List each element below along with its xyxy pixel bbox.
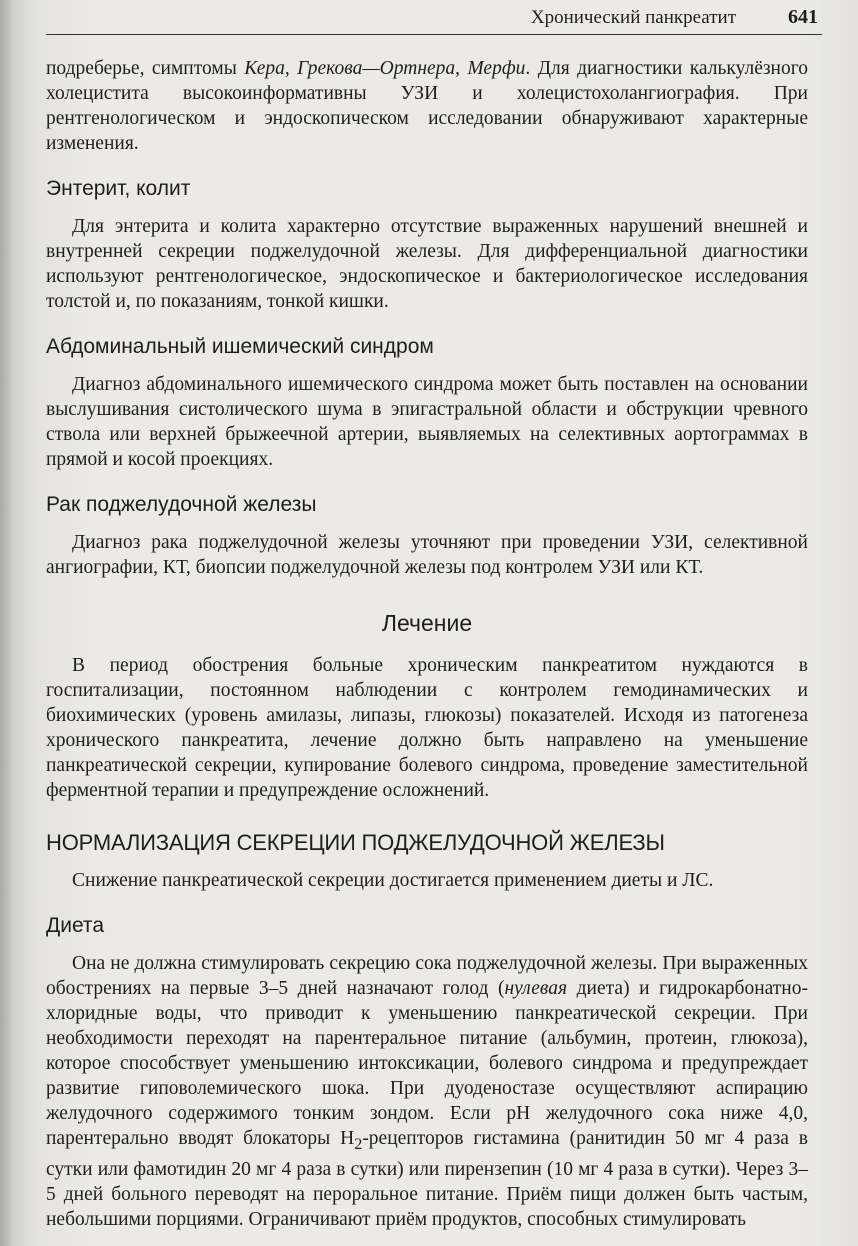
diet-zero-term: нулевая [504, 978, 568, 999]
heading-secretion-normalization: НОРМАЛИЗАЦИЯ СЕКРЕЦИИ ПОДЖЕЛУДОЧНОЙ ЖЕЛЕЗЫ [46, 830, 665, 855]
sign-grekov-ortner: Грекова—Ортнера [297, 58, 456, 79]
page-number: 641 [788, 6, 818, 28]
paragraph-pancreatic-cancer: Диагноз рака поджелудочной железы уточняют при проведении УЗИ, селективной ангиографии, КТ, биопсии поджелудочной железы под контролем УЗИ или КТ. [46, 532, 808, 578]
sign-kehr: Кера [244, 58, 285, 79]
heading-ischemic-syndrome: Абдоминальный ишемический синдром [46, 335, 434, 358]
paragraph-treatment: В период обострения больные хроническим панкреатитом нуждаются в госпитализации, постоянном наблюдении с контролем гемодинамических и биохимических (уровень амилазы, липазы, глюкозы) показателей. Исходя из патогенеза хронического панкреатита, лечение должно быть направлено на уменьшение панкреатической секреции, купирование болевого синдрома, проведение заместительной ферментной терапии и предупреждение осложнений. [46, 655, 808, 801]
h2-subscript: 2 [354, 1134, 363, 1153]
paragraph-secretion-normalization: Снижение панкреатической секреции достигается применением диеты и ЛС. [72, 870, 714, 891]
page-content [46, 56, 808, 1232]
header-rule [46, 34, 822, 35]
running-title: Хронический панкреатит [530, 7, 736, 28]
paragraph-diet: Она не должна стимулировать секрецию сока поджелудочной железы. При выраженных обострениях на первые 3–5 дней назначают голод (нулевая диета) и гидрокарбонатно-хлоридные воды, что приводит к уменьшению панкреатической секреции. При необходимости переходят на парентеральное питание (альбумин, протеин, глюкоза), которое способствует уменьшению интоксикации, болевого синдрома и предупреждает развитие гиповолемического шока. При дуоденостазе осуществляют аспирацию желудочного содержимого тонким зондом. Если pH желудочного сока ниже 4,0, парентерально вводят блокаторы $H_2$-рецепторов гистамина (ранитидин 50 мг 4 раза в сутки или фамотидин 20 мг 4 раза в сутки) или пирензепин (10 мг 4 раза в сутки). Через 3–5 дней больного переводят на пероральное питание. Приём пищи должен быть частым, небольшими порциями. Ограничивают приём продуктов, способных стимулировать [46, 953, 808, 1230]
intro-paragraph: подреберье, симптомы Кера, Грекова—Ортнера, Мерфи. Для диагностики калькулёзного холецистита высокоинформативны УЗИ и холецистохолангиография. При рентгенологическом и эндоскопическом исследовании обнаруживают характерные изменения. [46, 58, 809, 154]
heading-diet: Диета [46, 914, 104, 937]
heading-treatment: Лечение [381, 610, 473, 636]
heading-pancreatic-cancer: Рак поджелудочной железы [46, 493, 317, 516]
paragraph-enteritis: Для энтерита и колита характерно отсутствие выраженных нарушений внешней и внутренней секреции поджелудочной железы. Для дифференциальной диагностики используют рентгенологическое, эндоскопическое и бактериологическое исследования толстой и, по показаниям, тонкой кишки. [46, 216, 808, 312]
heading-enteritis: Энтерит, колит [46, 177, 191, 200]
sign-murphy: Мерфи [467, 58, 526, 79]
running-header [0, 0, 858, 36]
paragraph-ischemic-syndrome: Диагноз абдоминального ишемического синдрома может быть поставлен на основании выслушивания систолического шума в эпигастральной области и обструкции чревного ствола или верхней брыжеечной артерии, выявляемых на селективных аортограммах в прямой и косой проекциях. [46, 374, 808, 470]
